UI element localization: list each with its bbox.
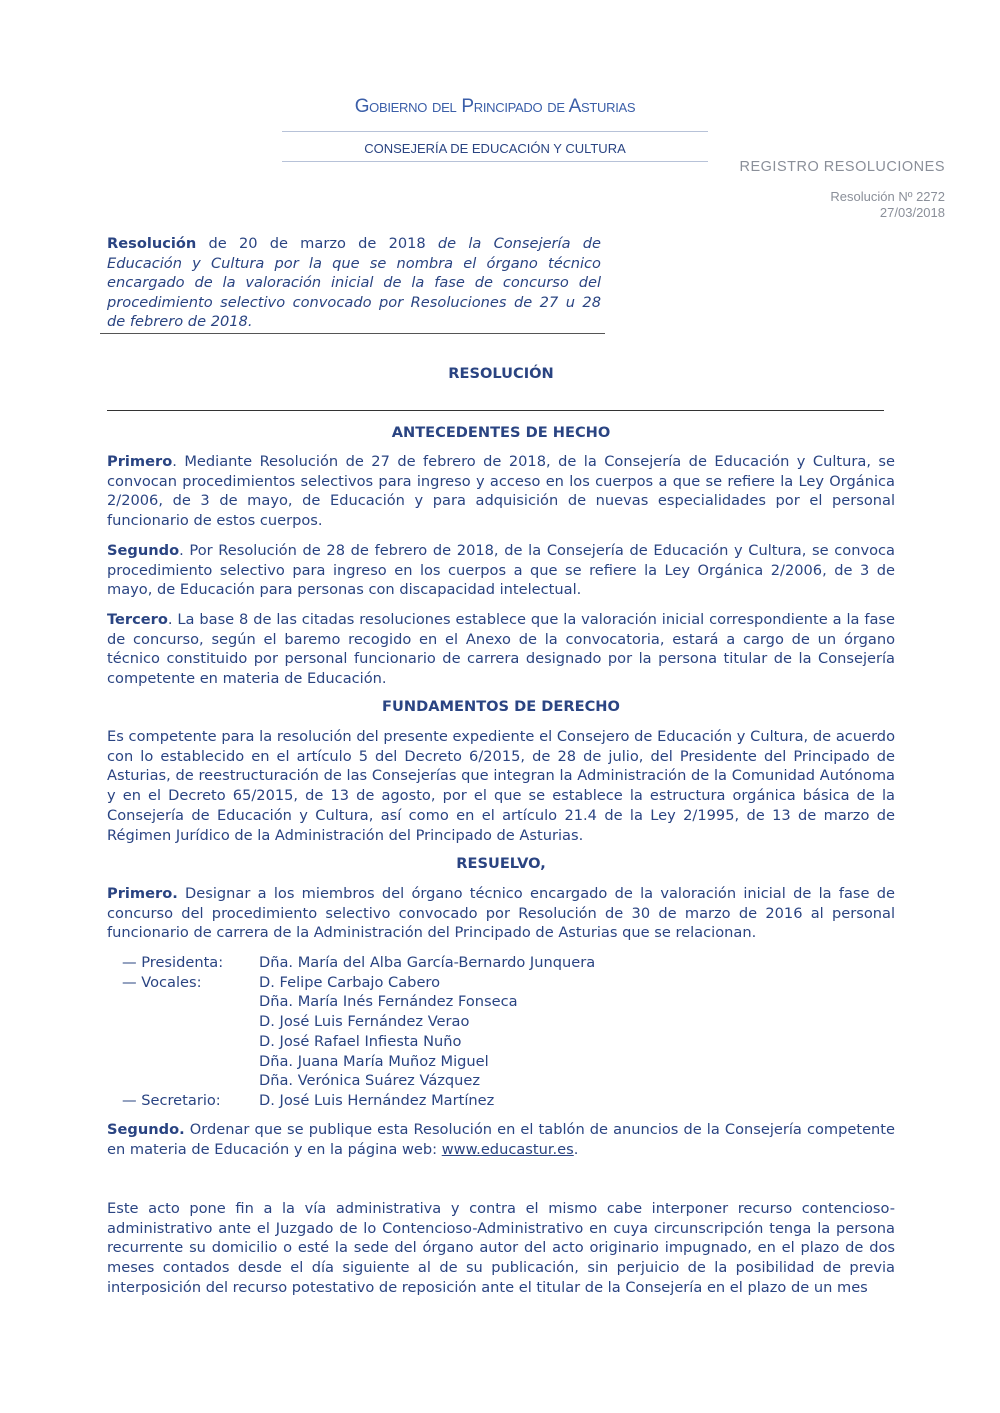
resolution-title: RESOLUCIÓN xyxy=(448,365,554,382)
paragraph-text: . La base 8 de las citadas resoluciones establece que la valoración inicial correspondiente a la fase de concurso, según el baremo recogido en el Anexo de la convocatoria, estará a cargo de un órgano técnico constituido por personal funcionario de carrera designado por la persona titular de la Consejería competente en materia de Educación. xyxy=(107,611,895,688)
antecedentes-heading: ANTECEDENTES DE HECHO xyxy=(391,424,611,441)
title-rule xyxy=(107,410,884,411)
antecedente-primero xyxy=(107,452,895,531)
paragraph-text: Designar a los miembros del órgano técnico encargado de la valoración inicial de la fase de concurso del procedimiento selectivo convocado por Resolución de 30 de marzo de 2016 al personal funcionario de carrera de la Administración del Principado de Asturias que se relacionan. xyxy=(107,885,895,942)
government-name: Gobierno del Principado de Asturias xyxy=(354,96,636,117)
department-name: CONSEJERÍA DE EDUCACIÓN Y CULTURA xyxy=(364,141,626,156)
registry-title: REGISTRO RESOLUCIONES xyxy=(739,159,945,175)
resuelvo-heading: RESUELVO, xyxy=(456,855,546,872)
member-name: D. José Luis Fernández Verao xyxy=(259,1013,470,1031)
fundamentos-heading: FUNDAMENTOS DE DERECHO xyxy=(382,698,620,715)
educastur-link[interactable]: www.educastur.es xyxy=(441,1140,574,1158)
member-name: Dña. Verónica Suárez Vázquez xyxy=(259,1072,481,1090)
resuelvo-primero xyxy=(107,884,895,943)
antecedente-segundo xyxy=(107,541,895,600)
paragraph-text: Ordenar que se publique esta Resolución en el tablón de anuncios de la Consejería competente en materia de Educación y en la página web: xyxy=(107,1121,895,1158)
member-role: — Presidenta: xyxy=(122,954,224,971)
paragraph-lead: Primero. xyxy=(107,885,178,902)
header-rule xyxy=(282,161,708,162)
member-name: Dña. María Inés Fernández Fonseca xyxy=(259,993,518,1011)
member-role: — Vocales: xyxy=(122,973,202,991)
paragraph-lead: Primero xyxy=(107,453,173,470)
header-rule xyxy=(282,131,708,132)
member-name: D. Felipe Carbajo Cabero xyxy=(259,973,441,991)
paragraph-text: . Por Resolución de 28 de febrero de 2018, de la Consejería de Educación y Cultura, se convoca procedimiento selectivo para ingreso en los cuerpos a que se refiere la Ley Orgánica 2/2006, de 3 de mayo, de Educación para personas con discapacidad intelectual. xyxy=(107,542,895,599)
resuelvo-segundo xyxy=(107,1120,895,1159)
member-role: — Secretario: xyxy=(122,1091,221,1109)
member-name: Dña. Juana María Muñoz Miguel xyxy=(259,1052,489,1070)
paragraph-end: . xyxy=(573,1140,579,1158)
paragraph-lead: Segundo xyxy=(107,542,180,559)
registry-date: 27/03/2018 xyxy=(879,205,945,220)
member-name: D. José Rafael Infiesta Nuño xyxy=(259,1032,462,1050)
antecedente-tercero xyxy=(107,610,895,689)
paragraph-lead: Segundo. xyxy=(107,1121,185,1138)
paragraph-lead: Tercero xyxy=(107,611,168,628)
summary-lead: Resolución xyxy=(107,235,197,252)
paragraph-text: . Mediante Resolución de 27 de febrero de 2018, de la Consejería de Educación y Cultura, se convocan procedimientos selectivos para ingreso y acceso en los cuerpos a que se refiere la Ley Orgánica 2/2006, de 3 de mayo, de Educación y para adquisición de nuevas especialidades por el personal funcionario de estos cuerpos. xyxy=(107,453,895,530)
resolution-summary xyxy=(107,234,601,332)
member-name: D. José Luis Hernández Martínez xyxy=(259,1091,495,1109)
fundamentos-text: Es competente para la resolución del presente expediente el Consejero de Educación y Cultura, de acuerdo con lo establecido en el artículo 5 del Decreto 6/2015, de 28 de julio, del Presidente del Principado de Asturias, de reestructuración de las Consejerías que integran la Administración de la Comunidad Autónoma y en el Decreto 65/2015, de 13 de agosto, por el que se establece la estructura orgánica básica de la Consejería de Educación y Cultura, así como en el artículo 21.4 de la Ley 2/1995, de 13 de marzo de Régimen Jurídico de la Administración del Principado de Asturias. xyxy=(107,728,895,844)
summary-rule xyxy=(100,333,605,334)
summary-subject: de la Consejería de Educación y Cultura por la que se nombra el órgano técnico encargado de la valoración inicial de la fase de concurso del procedimiento selectivo convocado por Resoluciones de 27 u 28 de febrero de 2018. xyxy=(107,235,601,331)
summary-date: de 20 de marzo de 2018 xyxy=(196,235,438,252)
recurso-text: Este acto pone fin a la vía administrativa y contra el mismo cabe interponer recurso contencioso-administrativo ante el Juzgado de lo Contencioso-Administrativo en cuya circunscripción tenga la persona recurrente su domicilio o esté la sede del órgano autor del acto originario impugnado, en el plazo de dos meses contados desde el día siguiente al de su publicación, sin perjuicio de la posibilidad de previa interposición del recurso potestativo de reposición ante el titular de la Consejería en el plazo de un mes xyxy=(107,1200,895,1296)
registry-number: Resolución Nº 2272 xyxy=(830,189,945,204)
member-name: Dña. María del Alba García-Bernardo Junquera xyxy=(259,954,596,971)
